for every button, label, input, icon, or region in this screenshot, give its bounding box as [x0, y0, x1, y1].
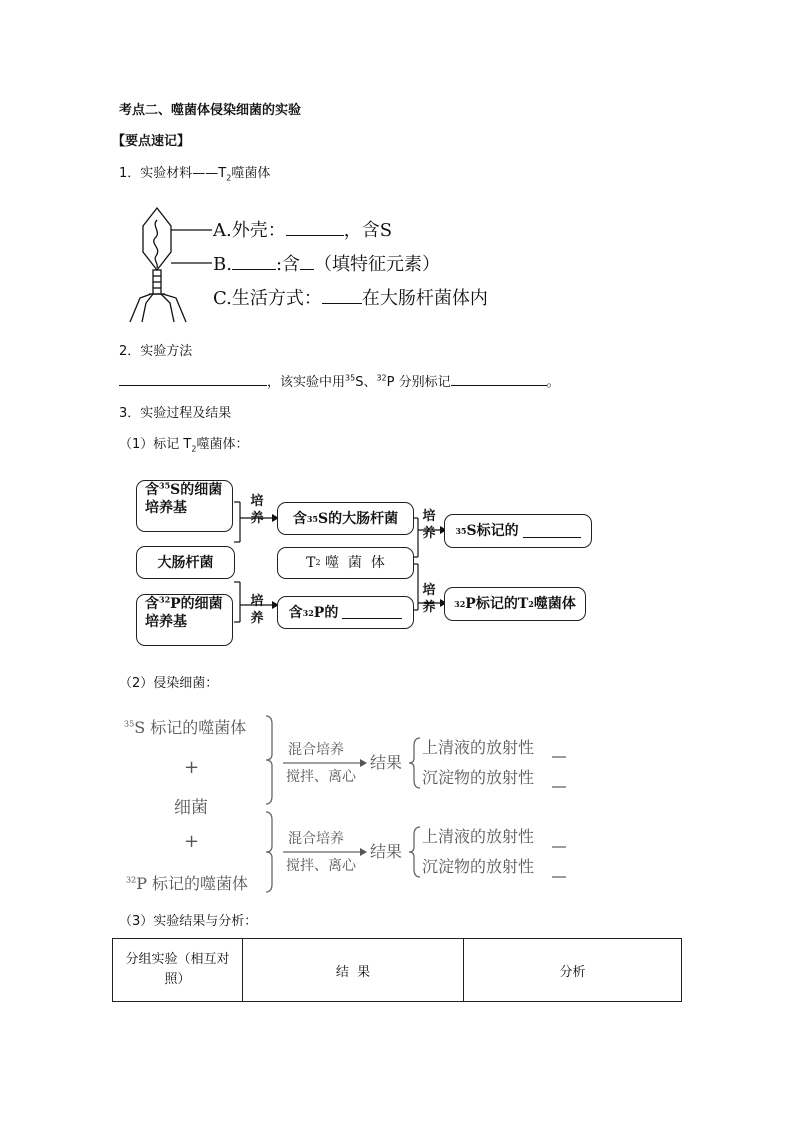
results-table	[112, 938, 682, 1002]
item3-heading: 3．实验过程及结果	[119, 406, 232, 421]
item1-prefix: 1．实验材料——T	[119, 166, 227, 181]
culture-label-top: 培 养	[250, 494, 264, 526]
item1-suffix: 噬菌体	[231, 166, 271, 181]
phage-label-b: B. :含 （填特征元素）	[213, 254, 441, 275]
infection-s-phage-label: $^{35}$S 标记的噬菌体	[124, 718, 247, 737]
culture-label-right-top: 培 养	[422, 509, 436, 541]
culture-label-right-bottom: 培 养	[422, 583, 436, 615]
sediment-top: 沉淀物的放射性	[422, 768, 535, 787]
infection-p-phage-label: $^{32}$P 标记的噬菌体	[126, 874, 249, 893]
item3-sub2: （2）侵染细菌：	[119, 676, 219, 691]
phage-label-c: C.生活方式： 在大肠杆菌体内	[213, 288, 488, 309]
culture-label-bottom: 培 养	[250, 594, 264, 626]
item2-heading: 2．实验方法	[119, 344, 193, 359]
table-header-analysis: 分析	[464, 939, 682, 1002]
item2-sentence: ，该实验中用$^{35}$S、$^{32}$P 分别标记 。	[119, 373, 560, 392]
box-t2-phage: T 2 噬 菌 体	[277, 547, 414, 579]
key-points-heading: 【要点速记】	[112, 134, 191, 149]
bacteria-label: 细菌	[174, 798, 208, 818]
plus-sign-top: +	[184, 757, 200, 778]
sediment-bottom: 沉淀物的放射性	[422, 857, 535, 876]
supernatant-top: 上清液的放射性	[422, 738, 535, 757]
result-label-bottom: 结果	[370, 842, 403, 861]
result-label-top: 结果	[370, 753, 403, 772]
mix-culture-top: 混合培养	[288, 742, 344, 758]
box-s-medium: 含$^{35}$S的细菌 培养基	[136, 480, 233, 532]
stir-centrifuge-top: 搅拌、离心	[286, 769, 356, 785]
box-s-ecoli: 含 35 S的大肠杆菌	[277, 502, 414, 535]
item3-sub1: （1）标记 $T_2$噬菌体：	[119, 437, 249, 454]
phage-label-a: A.外壳： ，含S	[213, 220, 393, 241]
stir-centrifuge-bottom: 搅拌、离心	[286, 858, 356, 874]
table-header-group: 分组实验（相互对 照）	[113, 939, 243, 1002]
box-s-labeled-result: 35 S标记的	[444, 514, 592, 548]
box-p-medium: 含$^{32}$P的细菌 培养基	[136, 594, 233, 646]
mix-culture-bottom: 混合培养	[288, 831, 344, 847]
table-row	[113, 939, 682, 1002]
box-p-labeled-result: 32 P标记的T 2 噬菌体	[444, 587, 586, 621]
section-title: 考点二、噬菌体侵染细菌的实验	[119, 103, 302, 118]
box-ecoli: 大肠杆菌	[136, 546, 235, 579]
item1-sub: 2	[226, 173, 232, 183]
table-header-result: 结 果	[243, 939, 464, 1002]
plus-sign-bottom: +	[184, 831, 200, 852]
box-p-ecoli: 含 32 P的	[277, 596, 414, 629]
supernatant-bottom: 上清液的放射性	[422, 827, 535, 846]
item3-sub3: （3）实验结果与分析：	[119, 914, 258, 929]
